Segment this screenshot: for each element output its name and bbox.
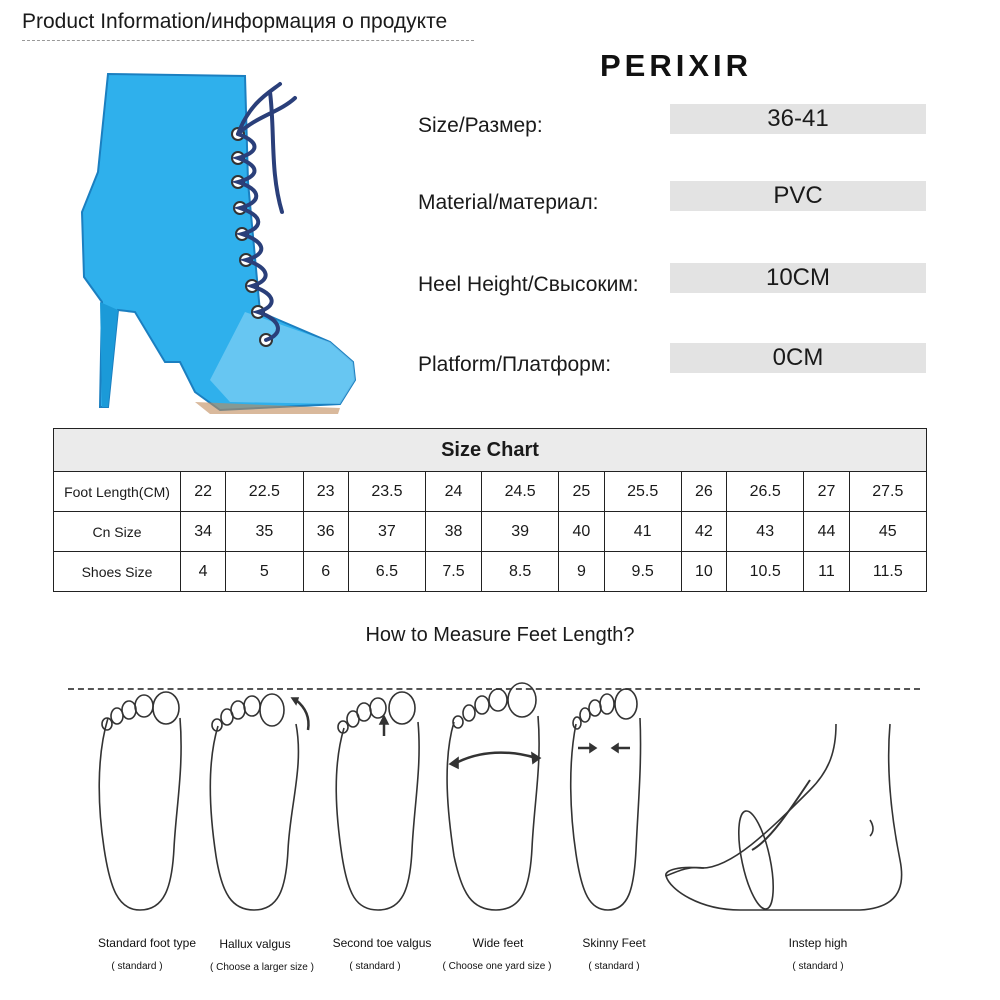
table-cell: 41 (604, 512, 681, 552)
spec-row-platform (418, 343, 928, 383)
table-row-foot-length (54, 472, 927, 512)
table-cell: 23.5 (348, 472, 425, 512)
spec-label-platform: Platform/Платформ: (418, 353, 612, 376)
table-cell: 10.5 (727, 552, 804, 592)
hallux-valgus-foot-icon (200, 686, 320, 916)
foot-note-wide-feet: ( Choose one yard size ) (442, 961, 552, 972)
table-cell: 22.5 (226, 472, 303, 512)
brand-name: PERIXIR (600, 48, 753, 83)
spec-value-material: PVC (670, 181, 926, 211)
measure-title: How to Measure Feet Length? (365, 624, 635, 646)
foot-note-standard: ( standard ) (111, 961, 163, 972)
table-row-shoes-size (54, 552, 927, 592)
foot-label-hallux-valgus: Hallux valgus (219, 937, 291, 951)
spec-label-size: Size/Размер: (418, 114, 543, 137)
foot-label-second-toe-valgus: Second toe valgus (332, 936, 432, 950)
spec-label-material: Material/материал: (418, 191, 599, 214)
size-chart-title: Size Chart (54, 429, 927, 472)
table-cell: 27 (804, 472, 849, 512)
foot-label-standard: Standard foot type (97, 936, 197, 950)
table-cell: 26 (681, 472, 726, 512)
standard-foot-icon (88, 688, 198, 916)
table-cell: 11 (804, 552, 849, 592)
foot-label-instep-high: Instep high (788, 936, 848, 950)
wide-feet-foot-icon (440, 680, 550, 916)
table-cell: 8.5 (481, 552, 558, 592)
table-cell: 25 (559, 472, 604, 512)
header-divider (22, 40, 474, 41)
table-cell: 4 (181, 552, 226, 592)
foot-note-skinny-feet: ( standard ) (588, 961, 640, 972)
foot-note-instep-high: ( standard ) (792, 961, 844, 972)
size-chart-table (53, 428, 927, 592)
product-image (70, 62, 370, 422)
spec-value-heel-height: 10CM (670, 263, 926, 293)
spec-value-size: 36-41 (670, 104, 926, 134)
table-cell: 26.5 (727, 472, 804, 512)
table-cell: 36 (303, 512, 348, 552)
skinny-feet-foot-icon (562, 684, 654, 916)
table-cell: 9.5 (604, 552, 681, 592)
spec-row-heel-height (418, 263, 928, 303)
table-cell: 9 (559, 552, 604, 592)
table-cell: 22 (181, 472, 226, 512)
table-cell: 24.5 (481, 472, 558, 512)
header-title: Product Information/информация о продукте (22, 10, 448, 33)
table-cell: 44 (804, 512, 849, 552)
table-cell: 42 (681, 512, 726, 552)
table-cell: 5 (226, 552, 303, 592)
foot-label-wide-feet: Wide feet (472, 936, 524, 950)
spec-row-material (418, 181, 928, 221)
table-cell: 23 (303, 472, 348, 512)
table-cell: 7.5 (426, 552, 482, 592)
table-cell: 38 (426, 512, 482, 552)
table-cell: 39 (481, 512, 558, 552)
row-header-cn-size: Cn Size (54, 512, 181, 552)
table-cell: 45 (849, 512, 926, 552)
spec-row-size (418, 104, 928, 144)
table-cell: 27.5 (849, 472, 926, 512)
table-cell: 11.5 (849, 552, 926, 592)
row-header-shoes-size: Shoes Size (54, 552, 181, 592)
foot-note-second-toe-valgus: ( standard ) (349, 961, 401, 972)
table-cell: 10 (681, 552, 726, 592)
spec-label-heel-height: Heel Height/Свысоким: (418, 273, 639, 296)
table-cell: 25.5 (604, 472, 681, 512)
table-cell: 37 (348, 512, 425, 552)
table-row-cn-size (54, 512, 927, 552)
foot-label-skinny-feet: Skinny Feet (582, 936, 646, 950)
table-cell: 43 (727, 512, 804, 552)
instep-high-foot-icon (660, 720, 910, 920)
table-cell: 40 (559, 512, 604, 552)
table-cell: 34 (181, 512, 226, 552)
table-cell: 35 (226, 512, 303, 552)
table-cell: 24 (426, 472, 482, 512)
second-toe-valgus-foot-icon (326, 686, 436, 916)
foot-note-hallux-valgus: ( Choose a larger size ) (210, 962, 314, 973)
row-header-foot-length: Foot Length(CM) (54, 472, 181, 512)
table-cell: 6 (303, 552, 348, 592)
table-cell: 6.5 (348, 552, 425, 592)
spec-value-platform: 0CM (670, 343, 926, 373)
